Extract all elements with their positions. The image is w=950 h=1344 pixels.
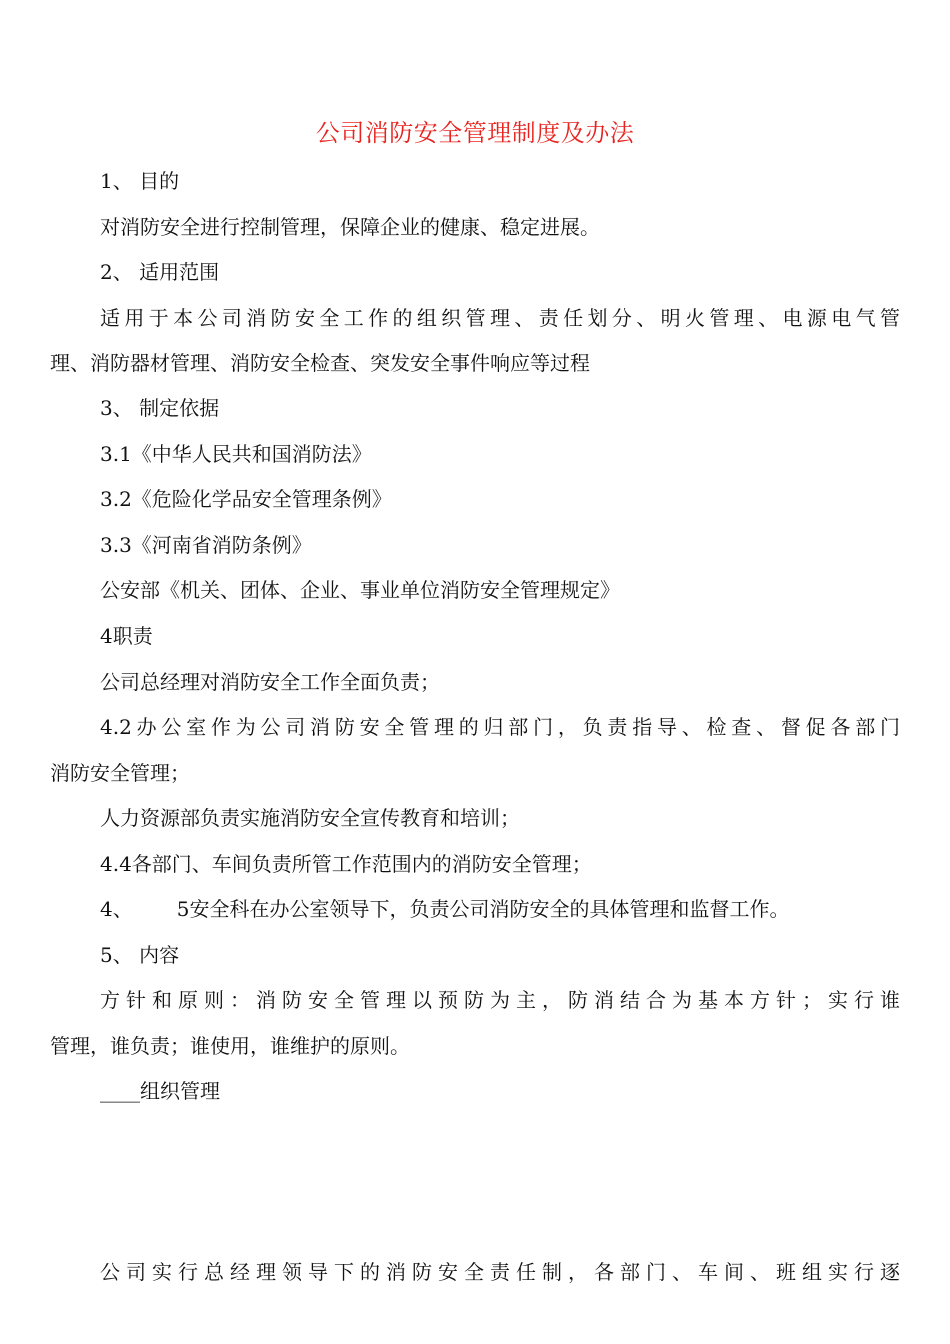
content-principle-line-2: 管理，谁负责；谁使用，谁维护的原则。 (50, 1034, 410, 1058)
duty-safety-number: 4、 (100, 897, 133, 921)
duty-office-line-2: 消防安全管理； (50, 761, 190, 785)
section-heading-purpose: 1、 目的 (100, 169, 180, 193)
duty-office-line-1: 4.2办公室作为公司消防安全管理的归部门，负责指导、检查、督促各部门 (100, 715, 900, 739)
basis-item-fire-law: 3.1《中华人民共和国消防法》 (100, 442, 372, 466)
duty-hr: 人力资源部负责实施消防安全宣传教育和培训； (100, 806, 520, 830)
duty-safety-section (100, 894, 789, 924)
paragraph-purpose: 对消防安全进行控制管理，保障企业的健康、稳定进展。 (100, 215, 600, 239)
content-principle-line-1: 方针和原则：消防安全管理以预防为主，防消结合为基本方针；实行谁 (100, 988, 900, 1012)
section-heading-content: 5、 内容 (100, 943, 180, 967)
duty-departments: 4.4各部门、车间负责所管工作范围内的消防安全管理； (100, 852, 592, 876)
paragraph-scope-line-1: 适用于本公司消防安全工作的组织管理、责任划分、明火管理、电源电气管 (100, 306, 900, 330)
basis-item-henan: 3.3《河南省消防条例》 (100, 533, 312, 557)
document-title: 公司消防安全管理制度及办法 (315, 119, 635, 147)
section-heading-basis: 3、 制定依据 (100, 396, 220, 420)
section-heading-duties: 4职责 (100, 624, 153, 648)
paragraph-scope-line-2: 理、消防器材管理、消防安全检查、突发安全事件响应等过程 (50, 351, 590, 375)
basis-item-ministry: 公安部《机关、团体、企业、事业单位消防安全管理规定》 (100, 578, 620, 602)
content-organization-heading: ____组织管理 (100, 1079, 220, 1103)
section-heading-scope: 2、 适用范围 (100, 260, 220, 284)
basis-item-chemicals: 3.2《危险化学品安全管理条例》 (100, 487, 392, 511)
duty-general-manager: 公司总经理对消防安全工作全面负责； (100, 670, 440, 694)
content-organization-paragraph: 公司实行总经理领导下的消防安全责任制，各部门、车间、班组实行逐 (100, 1260, 900, 1284)
duty-safety-text: 5安全科在办公室领导下，负责公司消防安全的具体管理和监督工作。 (176, 897, 790, 921)
